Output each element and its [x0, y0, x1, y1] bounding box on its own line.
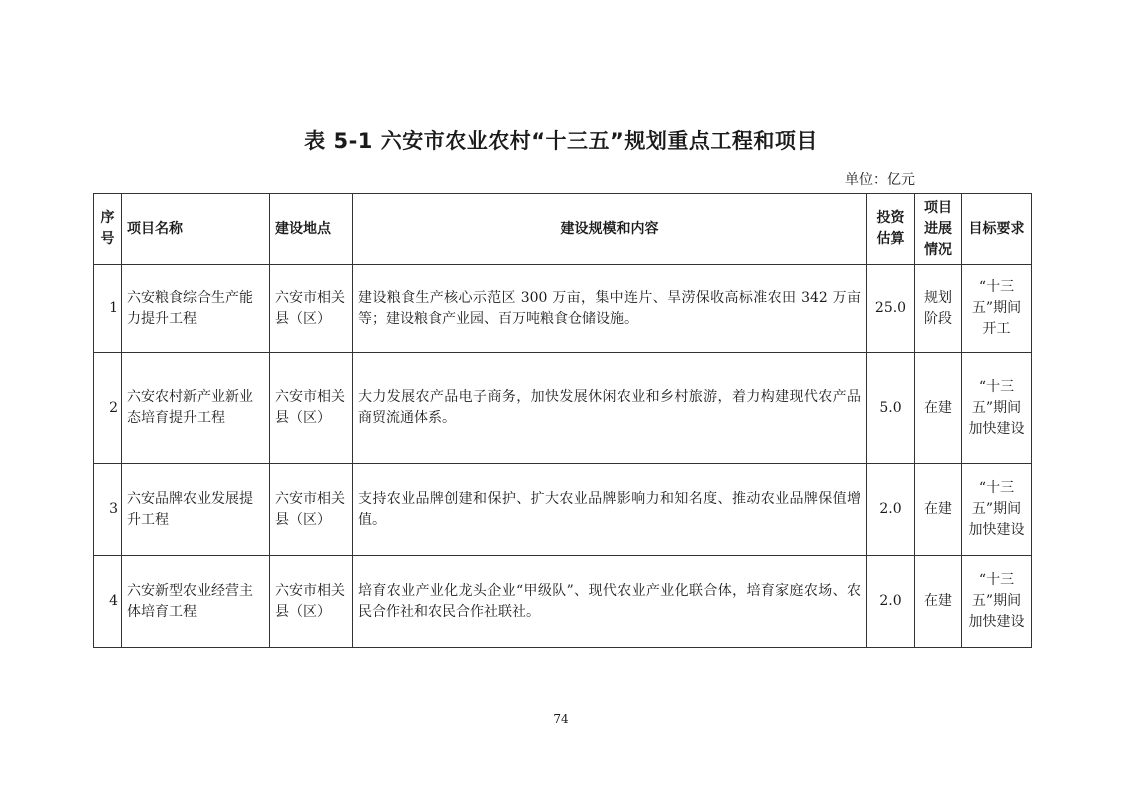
table-row — [94, 556, 1032, 648]
cell-name: 六安新型农业经营主体培育工程 — [122, 556, 270, 648]
cell-progress: 规划阶段 — [915, 265, 962, 353]
cell-name: 六安粮食综合生产能力提升工程 — [122, 265, 270, 353]
cell-progress: 在建 — [915, 556, 962, 648]
cell-investment: 25.0 — [867, 265, 915, 353]
cell-goal: “十三五”期间加快建设 — [962, 556, 1032, 648]
header-investment: 投资估算 — [867, 194, 915, 265]
page-number: 74 — [553, 712, 569, 726]
table-row — [94, 464, 1032, 556]
cell-content: 培育农业产业化龙头企业“甲级队”、现代农业产业化联合体，培育家庭农场、农民合作社和农民合作社联社。 — [353, 556, 867, 648]
cell-name: 六安品牌农业发展提升工程 — [122, 464, 270, 556]
cell-progress: 在建 — [915, 464, 962, 556]
cell-seq: 3 — [94, 464, 122, 556]
table-row — [94, 353, 1032, 464]
header-name: 项目名称 — [122, 194, 270, 265]
cell-location: 六安市相关县（区） — [270, 464, 353, 556]
cell-location: 六安市相关县（区） — [270, 556, 353, 648]
header-row — [94, 194, 1032, 265]
cell-goal: “十三五”期间加快建设 — [962, 464, 1032, 556]
cell-content: 建设粮食生产核心示范区 300 万亩，集中连片、旱涝保收高标准农田 342 万亩等；建设粮食产业园、百万吨粮食仓储设施。 — [353, 265, 867, 353]
cell-goal: “十三五”期间开工 — [962, 265, 1032, 353]
cell-investment: 2.0 — [867, 464, 915, 556]
table-title: 表 5-1 六安市农业农村“十三五”规划重点工程和项目 — [304, 129, 818, 153]
projects-table — [93, 193, 1032, 648]
cell-seq: 2 — [94, 353, 122, 464]
cell-investment: 5.0 — [867, 353, 915, 464]
header-goal: 目标要求 — [962, 194, 1032, 265]
cell-content: 大力发展农产品电子商务，加快发展休闲农业和乡村旅游，着力构建现代农产品商贸流通体系。 — [353, 353, 867, 464]
cell-location: 六安市相关县（区） — [270, 353, 353, 464]
cell-content: 支持农业品牌创建和保护、扩大农业品牌影响力和知名度、推动农业品牌保值增值。 — [353, 464, 867, 556]
cell-seq: 1 — [94, 265, 122, 353]
header-progress: 项目进展情况 — [915, 194, 962, 265]
cell-progress: 在建 — [915, 353, 962, 464]
unit-label: 单位：亿元 — [845, 172, 915, 188]
cell-name: 六安农村新产业新业态培育提升工程 — [122, 353, 270, 464]
cell-location: 六安市相关县（区） — [270, 265, 353, 353]
table-row — [94, 265, 1032, 353]
header-content: 建设规模和内容 — [353, 194, 867, 265]
cell-investment: 2.0 — [867, 556, 915, 648]
header-location: 建设地点 — [270, 194, 353, 265]
header-seq: 序号 — [94, 194, 122, 265]
cell-seq: 4 — [94, 556, 122, 648]
cell-goal: “十三五”期间加快建设 — [962, 353, 1032, 464]
